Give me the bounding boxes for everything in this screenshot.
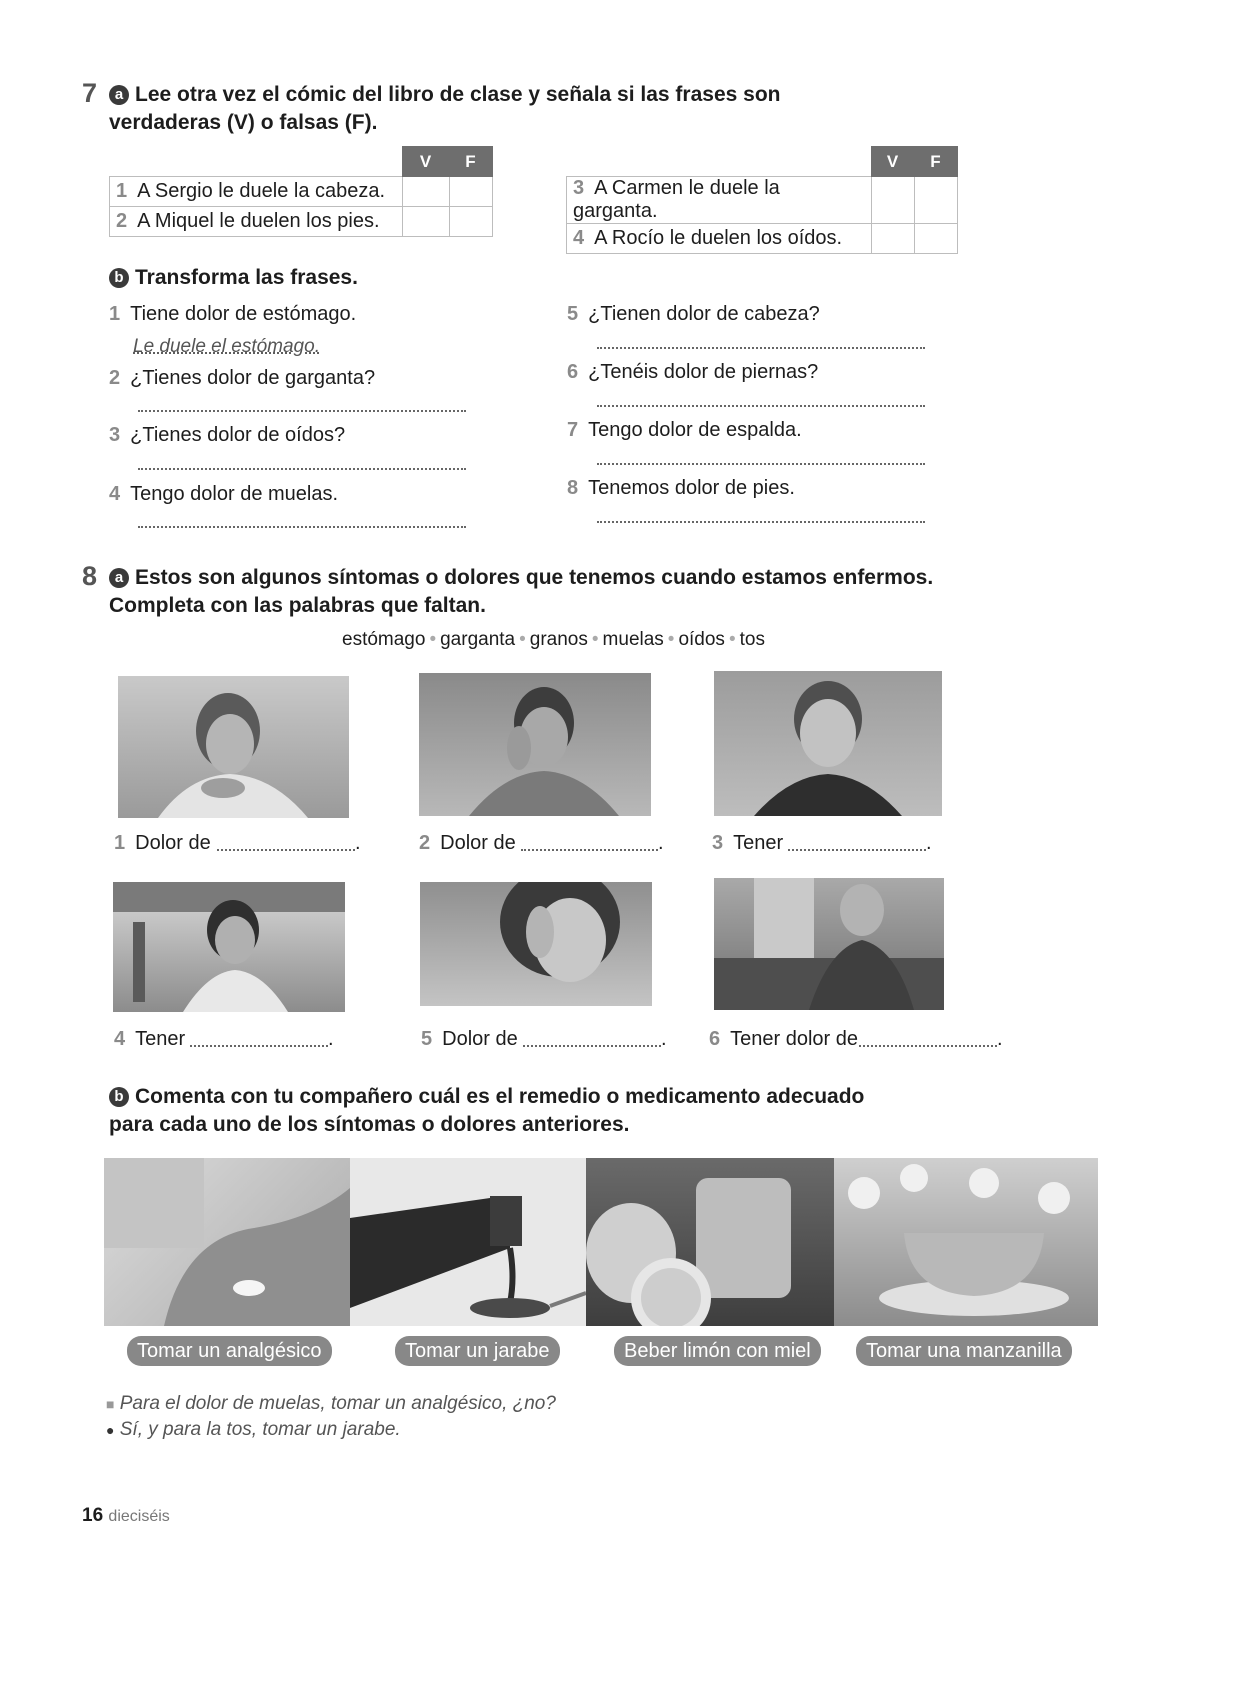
answer-line-4[interactable] (138, 526, 466, 528)
answer-line-5[interactable] (597, 347, 925, 349)
photo-painkiller-pill (104, 1158, 350, 1326)
section-b-badge: b (109, 268, 129, 288)
table-row: 1 A Sergio le duele la cabeza. (110, 177, 493, 207)
checkbox-v-4[interactable] (871, 224, 914, 254)
answer-line-3[interactable] (138, 468, 466, 470)
exercise-7b-instruction: b Transforma las frases. (109, 264, 358, 292)
answer-line-8[interactable] (597, 521, 925, 523)
checkbox-v-1[interactable] (402, 177, 449, 207)
table-row: 4 A Rocío le duelen los oídos. (567, 224, 958, 254)
checkbox-f-1[interactable] (449, 177, 492, 207)
exercise-7a-instruction: a Lee otra vez el cómic del libro de clase y señala si las frases son verdaderas (V) o falsas (F). (109, 83, 781, 134)
list-item: 6 ¿Tenéis dolor de piernas? (567, 361, 819, 383)
checkbox-f-3[interactable] (914, 177, 957, 224)
answer-line-7[interactable] (597, 463, 925, 465)
photo-chamomile-tea (834, 1158, 1098, 1326)
photo-syrup-spoon (350, 1158, 586, 1326)
photo-woman-sore-throat (118, 676, 349, 818)
answer-line-photo-3[interactable] (788, 849, 926, 851)
true-false-table-right (566, 146, 958, 254)
column-f-header: F (449, 147, 492, 177)
answer-line-photo-6[interactable] (859, 1045, 997, 1047)
section-a-badge: a (109, 85, 129, 105)
checkbox-f-4[interactable] (914, 224, 957, 254)
list-item: 5 Dolor de (421, 1028, 518, 1050)
photo-woman-earache (420, 882, 652, 1006)
column-v-header: V (871, 147, 914, 177)
photo-man-stomachache (714, 878, 944, 1010)
true-false-table-left (109, 146, 493, 237)
list-item: 7 Tengo dolor de espalda. (567, 419, 802, 441)
example-answer: Le duele el estómago. (133, 336, 320, 357)
section-b-badge: b (109, 1087, 129, 1107)
table-row: 3 A Carmen le duele la garganta. (567, 177, 958, 224)
photo-woman-coughing (113, 882, 345, 1012)
remedy-label-painkiller: Tomar un analgésico (127, 1336, 332, 1366)
answer-line-photo-2[interactable] (521, 849, 658, 851)
checkbox-v-3[interactable] (871, 177, 914, 224)
list-item: 2 Dolor de (419, 832, 516, 854)
list-item: 1 Tiene dolor de estómago. (109, 303, 357, 325)
answer-line-photo-1[interactable] (217, 849, 355, 851)
dialogue-line-2: ● Sí, y para la tos, tomar un jarabe. (106, 1419, 401, 1440)
table-row: 2 A Miquel le duelen los pies. (110, 207, 493, 237)
column-v-header: V (402, 147, 449, 177)
answer-line-photo-5[interactable] (523, 1045, 661, 1047)
answer-line-6[interactable] (597, 405, 925, 407)
checkbox-f-2[interactable] (449, 207, 492, 237)
answer-line-2[interactable] (138, 410, 466, 412)
list-item: 3 ¿Tienes dolor de oídos? (109, 424, 346, 446)
exercise-8-number: 8 (82, 561, 98, 591)
photo-young-man-acne (714, 671, 942, 816)
list-item: 2 ¿Tienes dolor de garganta? (109, 367, 376, 389)
answer-line-photo-4[interactable] (190, 1045, 328, 1047)
exercise-8b-instruction: b Comenta con tu compañero cuál es el remedio o medicamento adecuado para cada uno de los síntomas o dolores anteriores. (109, 1085, 865, 1136)
remedy-label-lemon-honey: Beber limón con miel (614, 1336, 821, 1366)
checkbox-v-2[interactable] (402, 207, 449, 237)
list-item: 4 Tengo dolor de muelas. (109, 483, 339, 505)
list-item: 5 ¿Tienen dolor de cabeza? (567, 303, 820, 325)
section-a-badge: a (109, 568, 129, 588)
list-item: 1 Dolor de (114, 832, 211, 854)
list-item: 6 Tener dolor de (709, 1028, 858, 1050)
list-item: 8 Tenemos dolor de pies. (567, 477, 795, 499)
list-item: 3 Tener (712, 832, 784, 854)
word-bank: estómago • garganta • granos • muelas • oídos • tos (342, 629, 765, 650)
exercise-7-number: 7 (82, 78, 98, 108)
remedy-label-chamomile: Tomar una manzanilla (856, 1336, 1072, 1366)
dialogue-line-1: ■ Para el dolor de muelas, tomar un analgésico, ¿no? (106, 1393, 556, 1414)
remedy-label-syrup: Tomar un jarabe (395, 1336, 560, 1366)
exercise-8a-instruction: a Estos son algunos síntomas o dolores que tenemos cuando estamos enfermos. Completa con las palabras que faltan. (109, 566, 934, 617)
photo-lemon-honey (586, 1158, 834, 1326)
photo-man-toothache (419, 673, 651, 816)
list-item: 4 Tener (114, 1028, 186, 1050)
page-number: 16 dieciséis (82, 1505, 170, 1526)
column-f-header: F (914, 147, 957, 177)
